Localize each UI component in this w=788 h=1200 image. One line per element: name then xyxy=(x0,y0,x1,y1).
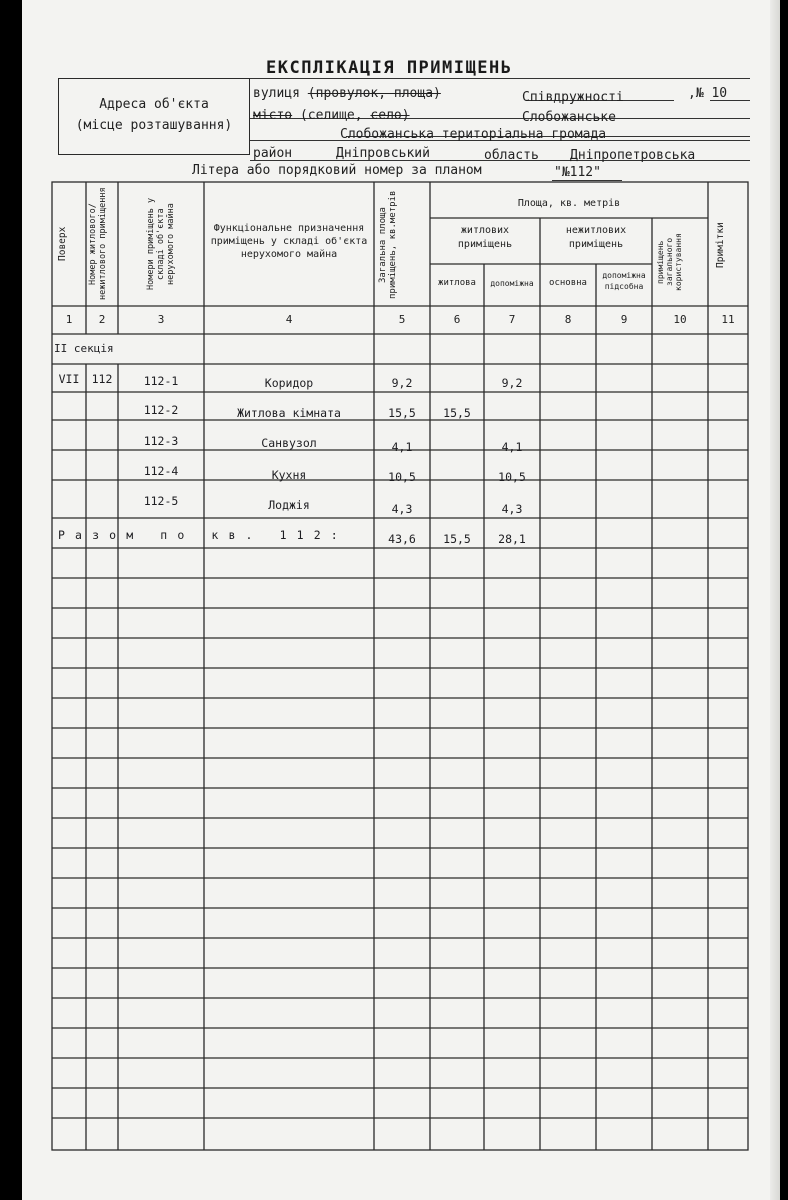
district-value: Дніпровський xyxy=(336,146,430,161)
col-number: 4 xyxy=(285,313,293,326)
room-aux: 4,1 xyxy=(501,440,523,454)
room-living: 15,5 xyxy=(443,406,471,420)
room-name: Санвузол xyxy=(261,436,317,450)
col-number: 10 xyxy=(673,313,687,326)
header-auxiliary: допоміжна xyxy=(490,279,534,288)
header-notes: Примітки xyxy=(715,222,726,268)
room-total: 9,2 xyxy=(391,376,413,390)
col-number: 7 xyxy=(508,313,516,326)
header-area-group: Площа, кв. метрів xyxy=(517,198,621,209)
table-grid xyxy=(22,0,780,1200)
col-number: 9 xyxy=(620,313,628,326)
community-value: Слобожанська територіальна громада xyxy=(340,127,607,142)
litera-value: "№112" xyxy=(554,165,601,180)
district-label: район xyxy=(253,146,293,161)
house-number: ,№ 10 xyxy=(688,86,728,101)
room-name: Лоджія xyxy=(268,498,310,512)
city-value: Слобожанське xyxy=(522,110,616,125)
document-sheet xyxy=(22,0,780,1200)
street-row: вулиця (провулок, площа) xyxy=(253,86,441,101)
header-utility: допоміжна підсобна xyxy=(602,271,646,291)
header-function: Функціональне призначення приміщень у складі об'єкта нерухомого майна xyxy=(210,223,368,260)
col-number: 1 xyxy=(65,313,73,326)
document-title: ЕКСПЛІКАЦІЯ ПРИМІЩЕНЬ xyxy=(266,58,513,78)
paper-edge-shadow xyxy=(770,0,780,1200)
room-aux: 10,5 xyxy=(498,470,526,484)
room-number: 112-2 xyxy=(143,403,179,417)
room-name: Житлова кімната xyxy=(237,406,341,420)
room-aux: 4,3 xyxy=(501,502,523,516)
header-floor: Поверх xyxy=(57,226,68,262)
address-label: Адреса об'єкта (місце розташування) xyxy=(75,97,233,133)
col-number: 3 xyxy=(157,313,165,326)
room-number: 112-1 xyxy=(143,374,179,388)
section-label: II секція xyxy=(54,342,114,355)
header-total-area: Загальна площа приміщень, кв.метрів xyxy=(378,190,398,300)
col-number: 6 xyxy=(453,313,461,326)
city-row: місто (селище, село) xyxy=(253,108,410,123)
room-number: 112-3 xyxy=(143,434,179,448)
total-aux: 28,1 xyxy=(498,532,526,546)
room-name: Кухня xyxy=(271,468,307,482)
room-total: 4,3 xyxy=(391,502,413,516)
room-number: 112-4 xyxy=(143,464,179,478)
header-residential: житлових приміщень xyxy=(457,225,513,250)
total-living: 15,5 xyxy=(443,532,471,546)
room-aux: 9,2 xyxy=(501,376,523,390)
header-main: основна xyxy=(549,278,587,288)
region-label: область xyxy=(484,148,539,163)
room-total: 4,1 xyxy=(391,440,413,454)
col-number: 2 xyxy=(98,313,106,326)
street-value: Співдружності xyxy=(522,90,624,105)
room-total: 10,5 xyxy=(388,470,416,484)
header-apartment-number: Номер житлового/ нежитлового приміщення xyxy=(88,187,108,301)
room-total: 15,5 xyxy=(388,406,416,420)
col-number: 11 xyxy=(721,313,735,326)
litera-label: Літера або порядковий номер за планом xyxy=(192,163,482,178)
header-living: житлова xyxy=(438,278,476,288)
total-sum: 43,6 xyxy=(388,532,416,546)
room-name: Коридор xyxy=(264,376,314,390)
col-number: 8 xyxy=(564,313,572,326)
room-number: 112-5 xyxy=(143,494,179,508)
header-nonresidential: нежитлових приміщень xyxy=(565,225,627,250)
col-number: 5 xyxy=(398,313,406,326)
floor-value: VII xyxy=(58,372,80,386)
header-common-use: приміщень загального користування xyxy=(656,233,683,291)
region-value: Дніпропетровська xyxy=(570,148,696,163)
header-room-numbers: Номери приміщень у складі об'єкта нерухомого майна xyxy=(146,197,176,291)
total-label: Р а з о м п о к в . 1 1 2 : xyxy=(58,528,340,542)
apartment-value: 112 xyxy=(91,372,113,386)
